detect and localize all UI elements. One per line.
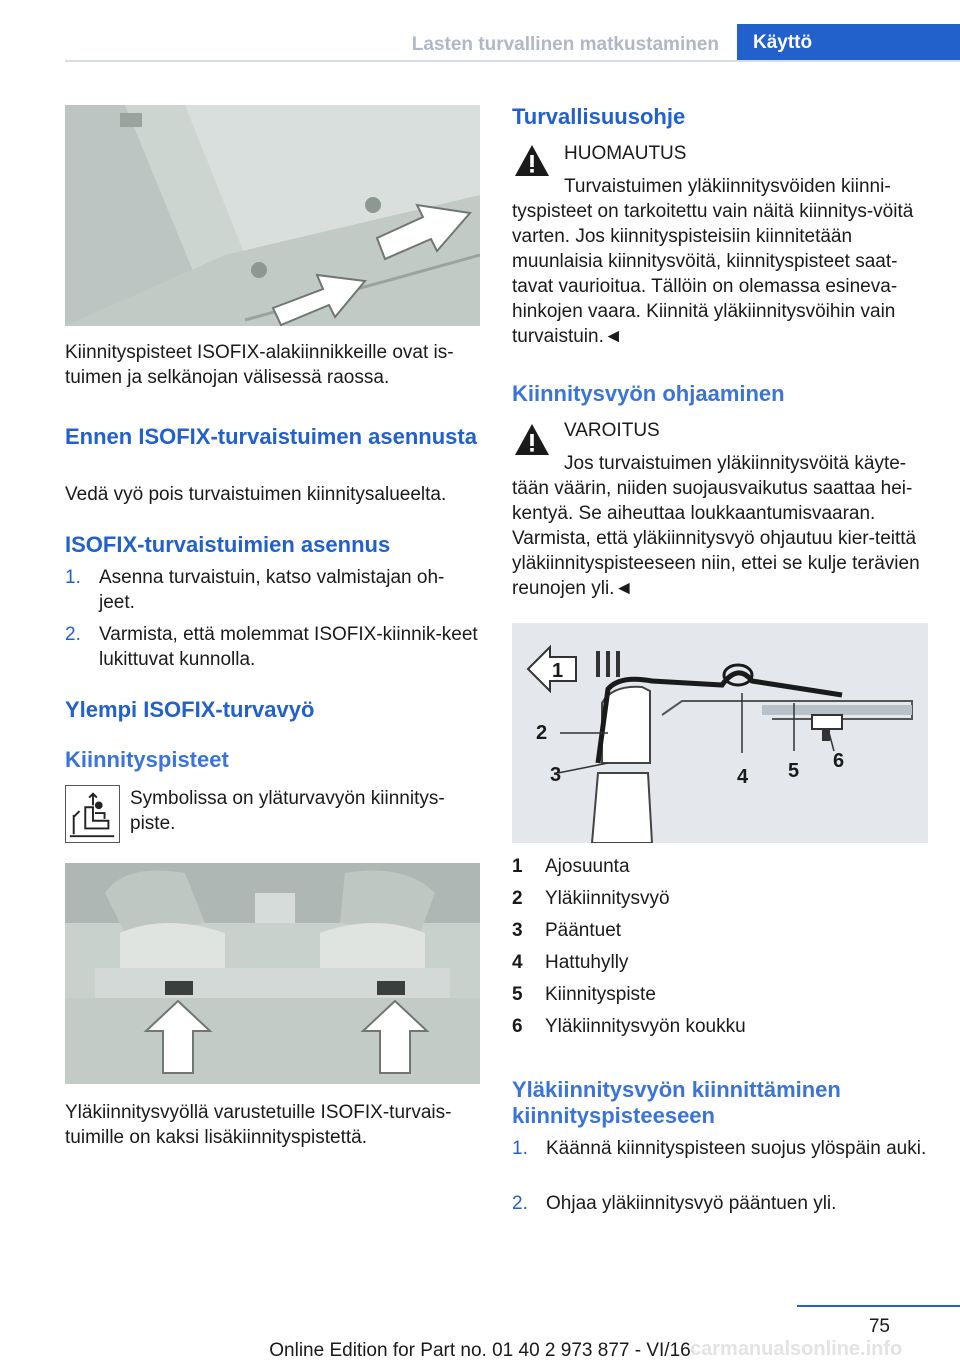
diagram-label-3: 3 — [550, 764, 562, 786]
heading-safety-note: Turvallisuusohje — [512, 104, 686, 129]
list-text: Varmista, että molemmat ISOFIX-kiinnik‐keet lukittuvat kunnolla. — [99, 624, 478, 670]
legend-item — [512, 851, 932, 883]
legend-label: Kiinnityspiste — [545, 984, 656, 1005]
legend-label: Yläkiinnitysvyön koukku — [545, 1016, 746, 1037]
legend-item — [512, 915, 932, 947]
legend-item — [512, 979, 932, 1011]
heading-before-install: Ennen ISOFIX-turvaistuimen asennusta — [65, 424, 477, 449]
legend-label: Yläkiinnitysvyö — [545, 888, 670, 909]
heading-upper-tether: Ylempi ISOFIX-turvavyö — [65, 697, 315, 722]
isofix-lower-anchors-photo — [65, 105, 480, 326]
header-rule — [65, 60, 960, 62]
heading-isofix-install: ISOFIX-turvaistuimien asennus — [65, 532, 391, 557]
legend-label: Hattuhylly — [545, 952, 629, 973]
diagram-label-2: 2 — [536, 722, 548, 744]
chapter-tab[interactable]: Käyttö — [737, 24, 960, 62]
legend-label: Pääntuet — [545, 920, 622, 941]
legend-number: 2 — [512, 888, 523, 909]
legend-number: 6 — [512, 1016, 523, 1037]
heading-attach-strap: Yläkiinnitysvyön kiinnittäminen kiinnityspisteeseen — [512, 1077, 841, 1128]
install-steps-list — [65, 565, 480, 675]
child-seat-tether-icon — [65, 785, 120, 843]
list-text: Asenna turvaistuin, katso valmistajan oh‐jeet. — [99, 567, 445, 613]
caption-upper-anchors: Yläkiinnitysvyöllä varustetuille ISOFIX-turvais‐tuimille on kaksi lisäkiinnityspistettä. — [65, 1102, 452, 1148]
legend-label: Ajosuunta — [545, 856, 630, 877]
warning-title: VAROITUS — [564, 420, 660, 441]
heading-guiding-strap: Kiinnitysvyön ohjaaminen — [512, 381, 785, 406]
heading-anchor-points: Kiinnityspisteet — [65, 747, 229, 772]
page-number: 75 — [868, 1316, 890, 1337]
edition-footer: Online Edition for Part no. 01 40 2 973 877 - VI/16 — [269, 1340, 691, 1361]
list-number: 1. — [65, 567, 81, 588]
legend-number: 5 — [512, 984, 523, 1005]
caption-lower-anchors: Kiinnityspisteet ISOFIX-alakiinnikkeille ovat is‐tuimen ja selkänojan välisessä raossa. — [65, 342, 454, 388]
attach-steps-list — [512, 1136, 927, 1226]
list-number: 2. — [512, 1193, 528, 1214]
diagram-label-6: 6 — [833, 750, 845, 772]
note-text: Turvaistuimen yläkiinnitysvöiden kiinni‐tyspisteet on tarkoitettu vain näitä kiinnitys‐vöitä varten. Jos kiinnityspisteisiin kiinnitetään muunlaisia kiinnitysvöitä, kiinnityspisteet saat‐tavat vaurioitua. Tällöin on olemassa esineva‐hinkojen vaara. Kiinnitä yläkiinnitysvöihin vain turvaistuin.◄ — [512, 176, 914, 347]
symbol-description: Symbolissa on yläturvavyön kiinnitys‐piste. — [130, 788, 445, 834]
legend-item — [512, 947, 932, 979]
list-text: Ohjaa yläkiinnitysvyö pääntuen yli. — [546, 1193, 837, 1214]
footer-rule — [797, 1305, 960, 1307]
diagram-label-4: 4 — [737, 766, 749, 788]
warning-text: Jos turvaistuimen yläkiinnitysvöitä käyte‐tään väärin, niiden suojausvaikutus saattaa hei‐kentyä. Se aiheuttaa loukkaantumisvaaran. Varmista, että yläkiinnitysvyö ohjautuu kier‐teittä yläkiinnityspisteeseen niin, ettei se kulje terävien reunojen yli.◄ — [512, 453, 920, 599]
diagram-label-1: 1 — [552, 660, 564, 682]
legend-item — [512, 1011, 932, 1043]
list-number: 2. — [65, 624, 81, 645]
list-text: Käännä kiinnityspisteen suojus ylöspäin auki. — [546, 1138, 927, 1159]
tether-routing-diagram — [512, 623, 928, 843]
upper-anchor-points-photo — [65, 863, 480, 1084]
legend-number: 3 — [512, 920, 523, 941]
watermark: carmanualsonline.info — [690, 1338, 903, 1360]
para-before-install: Vedä vyö pois turvaistuimen kiinnitysalueelta. — [65, 484, 447, 505]
legend-number: 4 — [512, 952, 523, 973]
diagram-legend — [512, 851, 932, 1047]
section-title: Lasten turvallinen matkustaminen — [411, 34, 719, 55]
legend-number: 1 — [512, 856, 523, 877]
list-number: 1. — [512, 1138, 528, 1159]
diagram-label-5: 5 — [788, 760, 800, 782]
legend-item — [512, 883, 932, 915]
note-title: HUOMAUTUS — [564, 143, 687, 164]
